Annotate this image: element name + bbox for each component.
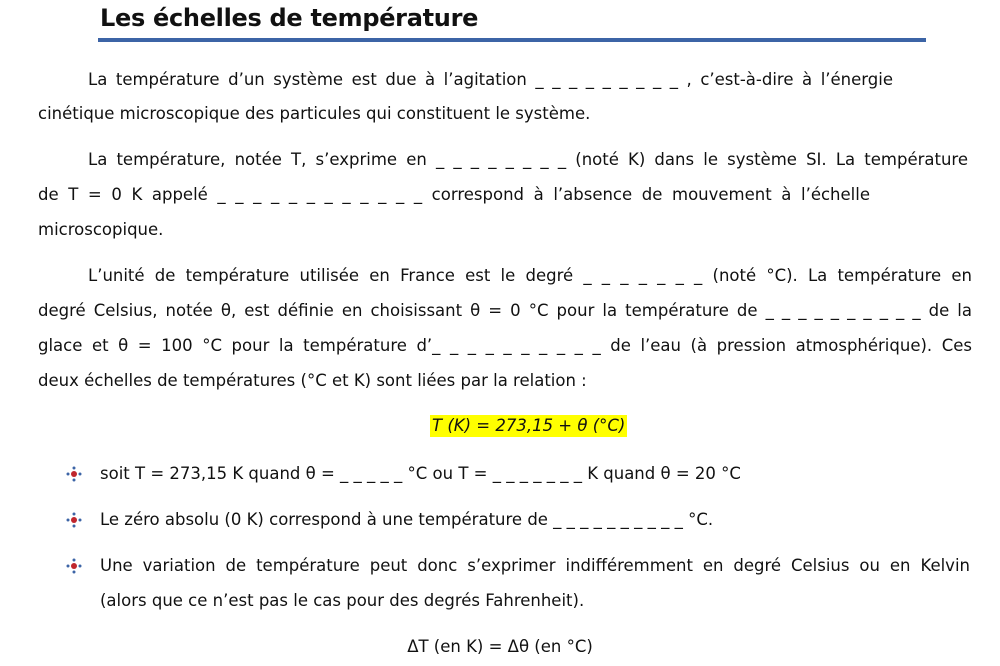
title-underline [98, 38, 926, 42]
page-title: Les échelles de température [100, 4, 479, 32]
paragraph-line: microscopique. [38, 220, 164, 239]
bullet-text: (alors que ce n’est pas le cas pour des degrés Fahrenheit). [100, 591, 585, 610]
paragraph-line: glace et θ = 100 °C pour la température d’_ _ _ _ _ _ _ _ _ _ de l’eau (à pression atmosphérique). Ces [38, 336, 972, 355]
delta-formula: ΔT (en K) = Δθ (en °C) [407, 637, 593, 656]
paragraph-line: de T = 0 K appelé _ _ _ _ _ _ _ _ _ _ _ _ correspond à l’absence de mouvement à l’échelle [38, 185, 870, 204]
paragraph-line: La température d’un système est due à l’agitation _ _ _ _ _ _ _ _ _ , c’est-à-dire à l’énergie [88, 70, 893, 89]
paragraph-line: cinétique microscopique des particules qui constituent le système. [38, 104, 591, 123]
paragraph-line: deux échelles de températures (°C et K) sont liées par la relation : [38, 371, 587, 390]
bullet-text: Une variation de température peut donc s’exprimer indifféremment en degré Celsius ou en Kelvin [100, 556, 970, 575]
highlighted-formula: T (K) = 273,15 + θ (°C) [432, 416, 626, 435]
paragraph-line: La température, notée T, s’exprime en _ _ _ _ _ _ _ _ (noté K) dans le système SI. La température [88, 150, 968, 169]
bullet-icon [66, 466, 82, 482]
bullet-text: Le zéro absolu (0 K) correspond à une température de _ _ _ _ _ _ _ _ _ _ °C. [100, 510, 714, 529]
bullet-icon [66, 558, 82, 574]
bullet-icon [66, 512, 82, 528]
bullet-text: soit T = 273,15 K quand θ = _ _ _ _ _ °C ou T = _ _ _ _ _ _ _ K quand θ = 20 °C [100, 464, 741, 483]
paragraph-line: L’unité de température utilisée en France est le degré _ _ _ _ _ _ _ (noté °C). La température en [88, 266, 972, 285]
paragraph-line: degré Celsius, notée θ, est définie en choisissant θ = 0 °C pour la température de _ _ _ _ _ _ _ _ _ _ de la [38, 301, 972, 320]
